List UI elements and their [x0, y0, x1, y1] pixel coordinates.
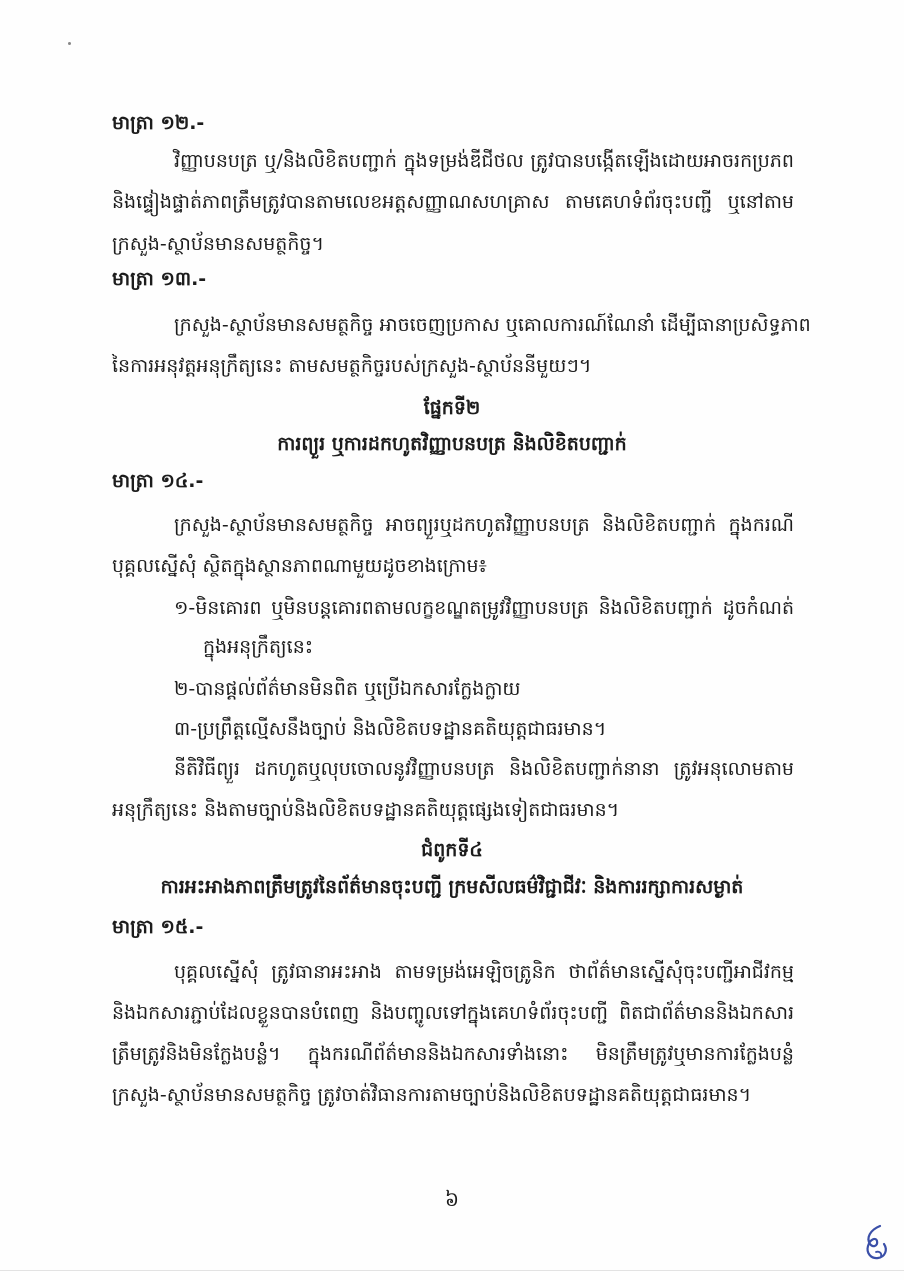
article-15-line-4: ក្រសួង-ស្ថាប័នមានសមត្ថកិច្ច ត្រូវចាត់វិធានការតាមច្បាប់និងលិខិតបទដ្ឋានគតិយុត្តជាធរមាន។ [112, 1084, 752, 1106]
scan-speck [68, 42, 71, 45]
part-2-title: ផ្នែកទី២ [423, 397, 481, 419]
article-14-outro-line-2: អនុក្រឹត្យនេះ និងតាមច្បាប់និងលិខិតបទដ្ឋានគតិយុត្តផ្សេងទៀតជាធរមាន។ [112, 799, 620, 821]
article-14-intro-line-1: ក្រសួង-ស្ថាប័នមានសមត្ថកិច្ច អាចព្យួរឬដកហូតវិញ្ញាបនបត្រ និងលិខិតបញ្ជាក់ ក្នុងករណី [174, 514, 794, 536]
article-14-item-1-line-2: ក្នុងអនុក្រឹត្យនេះ [203, 636, 314, 658]
page-number: ៦ [444, 1187, 460, 1211]
initial-signature-mark [858, 1222, 892, 1262]
article-15-line-3: ត្រឹមត្រូវនិងមិនក្លែងបន្លំ។ ក្នុងករណីព័ត៌មាននិងឯកសារទាំងនោះ មិនត្រឹមត្រូវឬមានការក្លែងបន្លំ [112, 1043, 794, 1065]
article-13-line-1: ក្រសួង-ស្ថាប័នមានសមត្ថកិច្ច អាចចេញប្រកាស ឬគោលការណ៍ណែនាំ ដើម្បីធានាប្រសិទ្ធភាព [174, 314, 811, 336]
article-12-heading: មាត្រា ១២.- [112, 112, 205, 134]
article-14-item-1-line-1: ១-មិនគោរព ឬមិនបន្តគោរពតាមលក្ខខណ្ឌតម្រូវវិញ្ញាបនបត្រ និងលិខិតបញ្ជាក់ ដូចកំណត់ [174, 597, 794, 619]
article-14-intro-line-2: បុគ្គលស្នើសុំ ស្ថិតក្នុងស្ថានភាពណាមួយដូចខាងក្រោម៖ [112, 555, 487, 577]
article-12-line-2: និងផ្ទៀងផ្ទាត់ភាពត្រឹមត្រូវបានតាមលេខអត្តសញ្ញាណសហគ្រាស តាមគេហទំព័រចុះបញ្ជី ឬនៅតាម [112, 191, 794, 213]
article-13-line-2: នៃការអនុវត្តអនុក្រឹត្យនេះ តាមសមត្ថកិច្ចរបស់ក្រសួង-ស្ថាប័ននីមួយៗ។ [112, 355, 592, 377]
article-15-line-1: បុគ្គលស្នើសុំ ត្រូវធានាអះអាង តាមទម្រង់អេឡិចត្រូនិក ថាព័ត៌មានស្នើសុំចុះបញ្ជីអាជីវកម្ម [174, 961, 794, 983]
article-15-heading: មាត្រា ១៥.- [112, 916, 204, 938]
article-12-line-3: ក្រសួង-ស្ថាប័នមានសមត្ថកិច្ច។ [112, 233, 324, 255]
article-14-outro-line-1: នីតិវិធីព្យួរ ដកហូតឬលុបចោលនូវវិញ្ញាបនបត្រ និងលិខិតបញ្ជាក់នានា ត្រូវអនុលោមតាម [174, 758, 794, 780]
article-12-line-1: វិញ្ញាបនបត្រ ឬ/និងលិខិតបញ្ជាក់ ក្នុងទម្រង់ឌីជីថល ត្រូវបានបង្កើតឡើងដោយអាចរកប្រភព [174, 150, 794, 172]
part-2-subtitle: ការព្យួរ ឬការដកហូតវិញ្ញាបនបត្រ និងលិខិតបញ្ជាក់ [277, 433, 627, 455]
scan-edge [0, 1270, 904, 1271]
chapter-4-title: ជំពូកទី៤ [421, 839, 483, 861]
article-14-item-2: ២-បានផ្ដល់ព័ត៌មានមិនពិត ឬប្រើឯកសារក្លែងក្លាយ [174, 678, 521, 700]
chapter-4-subtitle: ការអះអាងភាពត្រឹមត្រូវនៃព័ត៌មានចុះបញ្ជី ក្រមសីលធម៌វិជ្ជាជីវៈ និងការរក្សាការសម្ងាត់ [160, 876, 744, 898]
article-14-item-3: ៣-ប្រព្រឹត្តល្មើសនឹងច្បាប់ និងលិខិតបទដ្ឋានគតិយុត្តជាធរមាន។ [174, 718, 607, 740]
article-15-line-2: និងឯកសារភ្ជាប់ដែលខ្លួនបានបំពេញ និងបញ្ចូលទៅក្នុងគេហទំព័រចុះបញ្ជី ពិតជាព័ត៌មាននិងឯកសារ [112, 1002, 794, 1024]
article-13-heading: មាត្រា ១៣.- [112, 268, 207, 290]
article-14-heading: មាត្រា ១៤.- [112, 470, 204, 492]
